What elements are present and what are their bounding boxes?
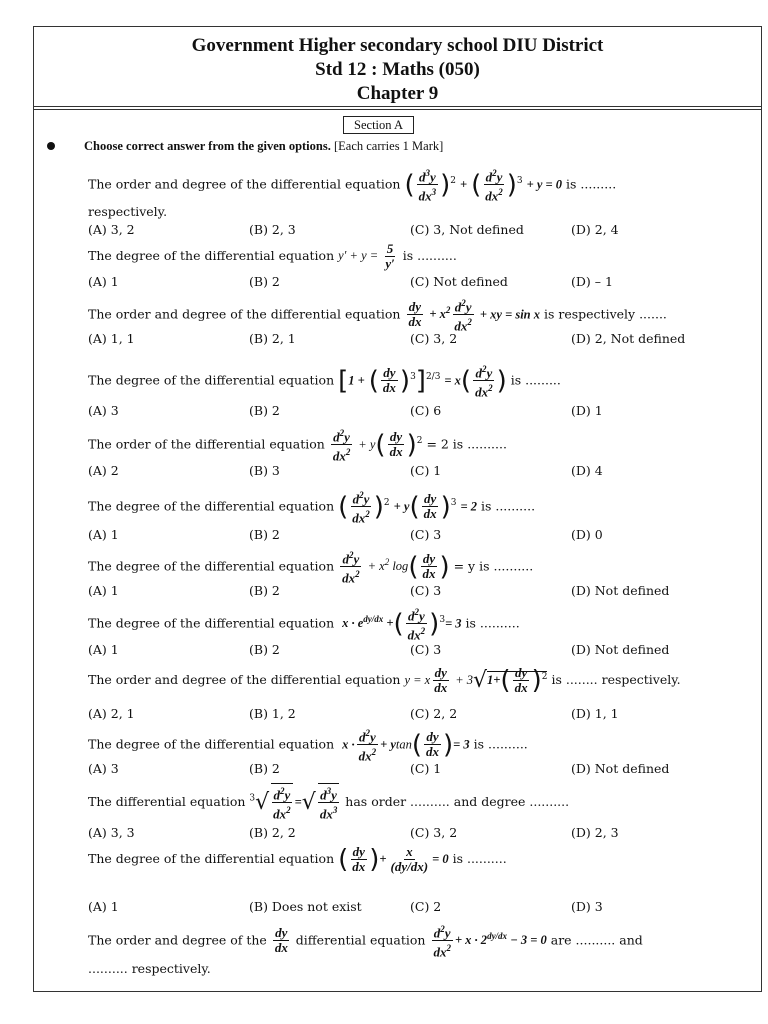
option-d[interactable]: (D) Not defined — [571, 642, 670, 657]
option-c[interactable]: (C) 3 — [410, 642, 442, 657]
question-suffix: = 2 is .......... — [426, 436, 507, 452]
option-c[interactable]: (C) 3 — [410, 527, 442, 542]
question-7 — [88, 548, 533, 586]
instruction — [84, 139, 443, 154]
option-b[interactable]: (B) Does not exist — [249, 899, 362, 914]
question-9 — [88, 666, 681, 695]
option-c[interactable]: (C) 3, 2 — [410, 825, 458, 840]
option-b[interactable]: (B) 2 — [249, 642, 280, 657]
option-a[interactable]: (A) 3 — [88, 761, 119, 776]
option-b[interactable]: (B) 1, 2 — [249, 706, 296, 721]
equation: ( $\frac{dy}{dx}$ )+ $\frac{x}{(dy/dx)}$ = 0 — [338, 844, 449, 875]
option-c[interactable]: (C) 6 — [410, 403, 442, 418]
equation: y′ + y = $\frac{5}{y'}$ — [338, 241, 395, 271]
option-d[interactable]: (D) 3 — [571, 899, 603, 914]
equation: $^3$√ $\frac{d^2y}{dx^2}$ =√ $\frac{d^3y}{dx^3}$ — [249, 783, 341, 822]
equation: [1 + ( $\frac{dy}{dx}$ )$^3$]$^{2/3}$ = x( $\frac{d^2y}{dx^2}$ ) — [338, 364, 507, 400]
option-d[interactable]: (D) Not defined — [571, 583, 670, 598]
option-d[interactable]: (D) Not defined — [571, 761, 670, 776]
question-text: The degree of the differential equation — [88, 615, 335, 631]
option-d[interactable]: (D) 4 — [571, 463, 603, 478]
option-b[interactable]: (B) 2 — [249, 761, 280, 776]
school-title: Government Higher secondary school DIU District — [191, 35, 604, 56]
equation: $\frac{dy}{dx}$ + $x^2$ $\frac{d^2y}{dx^2}$ + xy = sin x — [408, 298, 540, 334]
question-text: The degree of the differential equation — [88, 498, 335, 514]
option-c[interactable]: (C) 3, Not defined — [410, 222, 524, 237]
question-suffix: is .......... — [402, 248, 457, 263]
question-text: The differential equation — [88, 793, 246, 809]
equation: ( $\frac{d^2y}{dx^2}$ )$^2$ + y( $\frac{dy}{dx}$ )$^3$ = 2 — [338, 490, 477, 526]
option-b[interactable]: (B) 2 — [249, 583, 280, 598]
equation: x · $\frac{d^2y}{dx^2}$ + ytan( $\frac{dy}{dx}$ )= 3 — [342, 728, 470, 764]
question-text: The degree of the differential equation — [88, 736, 335, 752]
option-d[interactable]: (D) 2, 3 — [571, 825, 619, 840]
question-suffix: is .......... — [480, 498, 536, 514]
question-5 — [88, 426, 507, 464]
option-a[interactable]: (A) 1 — [88, 583, 119, 598]
question-12 — [88, 845, 507, 874]
equation-2: $\frac{d^2y}{dx^2}$ + $x \cdot 2^{dy/dx} - 3 = 0$ — [433, 924, 547, 960]
header-divider-2 — [33, 109, 762, 110]
question-suffix: is ........ respectively. — [551, 672, 681, 687]
option-b[interactable]: (B) 2, 1 — [249, 331, 296, 346]
equation: ( $\frac{d^3y}{dx^3}$ )$^2$ + ( $\frac{d^2y}{dx^2}$ )$^3$ + y = 0 — [404, 168, 563, 204]
question-4 — [88, 362, 561, 400]
page-header — [33, 26, 762, 110]
option-d[interactable]: (D) 1 — [571, 403, 603, 418]
option-a[interactable]: (A) 3 — [88, 403, 119, 418]
question-suffix: are .......... and — [550, 932, 643, 948]
question-mid: differential equation — [295, 932, 426, 948]
option-a[interactable]: (A) 1 — [88, 527, 119, 542]
header-divider — [33, 106, 762, 107]
option-c[interactable]: (C) 3, 2 — [410, 331, 458, 346]
option-a[interactable]: (A) 3, 3 — [88, 825, 135, 840]
question-text: The degree of the differential equation — [88, 851, 335, 866]
equation: y = x $\frac{dy}{dx}$ + 3√1+( $\frac{dy}{dx}$ )$^2$ — [404, 665, 548, 696]
question-text: The order of the differential equation — [88, 436, 325, 452]
question-13-cont: .......... respectively. — [88, 961, 211, 976]
option-c[interactable]: (C) 1 — [410, 761, 442, 776]
question-text: The degree of the differential equation — [88, 248, 335, 263]
question-suffix: is .......... — [473, 736, 528, 752]
option-b[interactable]: (B) 2, 3 — [249, 222, 296, 237]
option-c[interactable]: (C) 1 — [410, 463, 442, 478]
question-6 — [88, 488, 535, 526]
option-a[interactable]: (A) 2 — [88, 463, 119, 478]
instruction-bold: Choose correct answer from the given options. — [84, 139, 331, 153]
option-c[interactable]: (C) 3 — [410, 583, 442, 598]
equation: $\frac{d^2y}{dx^2}$ + y( $\frac{dy}{dx}$ )$^2$ — [332, 428, 423, 464]
option-c[interactable]: (C) 2 — [410, 899, 442, 914]
option-b[interactable]: (B) 2, 2 — [249, 825, 296, 840]
option-a[interactable]: (A) 1, 1 — [88, 331, 135, 346]
question-1-cont: respectively. — [88, 204, 168, 219]
option-b[interactable]: (B) 3 — [249, 463, 280, 478]
question-suffix: is .......... — [465, 615, 520, 631]
question-suffix: is ......... — [510, 372, 561, 388]
option-a[interactable]: (A) 1 — [88, 642, 119, 657]
question-suffix: has order .......... and degree .......... — [345, 793, 570, 809]
question-13 — [88, 922, 643, 960]
question-text: The degree of the differential equation — [88, 558, 335, 574]
chapter-title: Chapter 9 — [356, 83, 439, 104]
question-3 — [88, 296, 667, 334]
question-10 — [88, 726, 528, 764]
question-text: The order and degree of the differential equation — [88, 306, 401, 322]
option-a[interactable]: (A) 3, 2 — [88, 222, 135, 237]
option-c[interactable]: (C) Not defined — [410, 274, 508, 289]
question-suffix: is respectively ....... — [543, 306, 667, 322]
question-text: The degree of the differential equation — [88, 372, 335, 388]
question-suffix: is ......... — [566, 176, 617, 192]
option-d[interactable]: (D) 2, Not defined — [571, 331, 686, 346]
option-d[interactable]: (D) 0 — [571, 527, 603, 542]
question-11 — [88, 783, 569, 822]
option-d[interactable]: (D) 1, 1 — [571, 706, 619, 721]
subject-title: Std 12 : Maths (050) — [315, 59, 480, 80]
question-text: The order and degree of the differential equation — [88, 176, 401, 192]
question-2 — [88, 242, 457, 271]
equation: $x \cdot e^{dy/dx}$ +( $\frac{d^2y}{dx^2}$ )$^3$= 3 — [342, 607, 462, 643]
option-d[interactable]: (D) – 1 — [571, 274, 613, 289]
option-a[interactable]: (A) 1 — [88, 899, 119, 914]
question-text: The order and degree of the — [88, 932, 267, 948]
option-a[interactable]: (A) 2, 1 — [88, 706, 135, 721]
equation: $\frac{d^2y}{dx^2}$ + $x^2$ log( $\frac{dy}{dx}$ ) — [342, 550, 450, 586]
section-label: Section A — [343, 116, 414, 134]
question-text: The order and degree of the differential equation — [88, 672, 401, 687]
option-d[interactable]: (D) 2, 4 — [571, 222, 619, 237]
option-b[interactable]: (B) 2 — [249, 403, 280, 418]
question-suffix: = y is .......... — [453, 558, 534, 574]
option-b[interactable]: (B) 2 — [249, 527, 280, 542]
question-1 — [88, 166, 616, 204]
question-8 — [88, 605, 520, 643]
bullet-icon — [47, 142, 55, 150]
option-b[interactable]: (B) 2 — [249, 274, 280, 289]
option-c[interactable]: (C) 2, 2 — [410, 706, 458, 721]
option-a[interactable]: (A) 1 — [88, 274, 119, 289]
instruction-rest: [Each carries 1 Mark] — [330, 139, 444, 153]
equation-1: $\frac{dy}{dx}$ — [274, 925, 288, 956]
question-suffix: is .......... — [452, 851, 507, 866]
